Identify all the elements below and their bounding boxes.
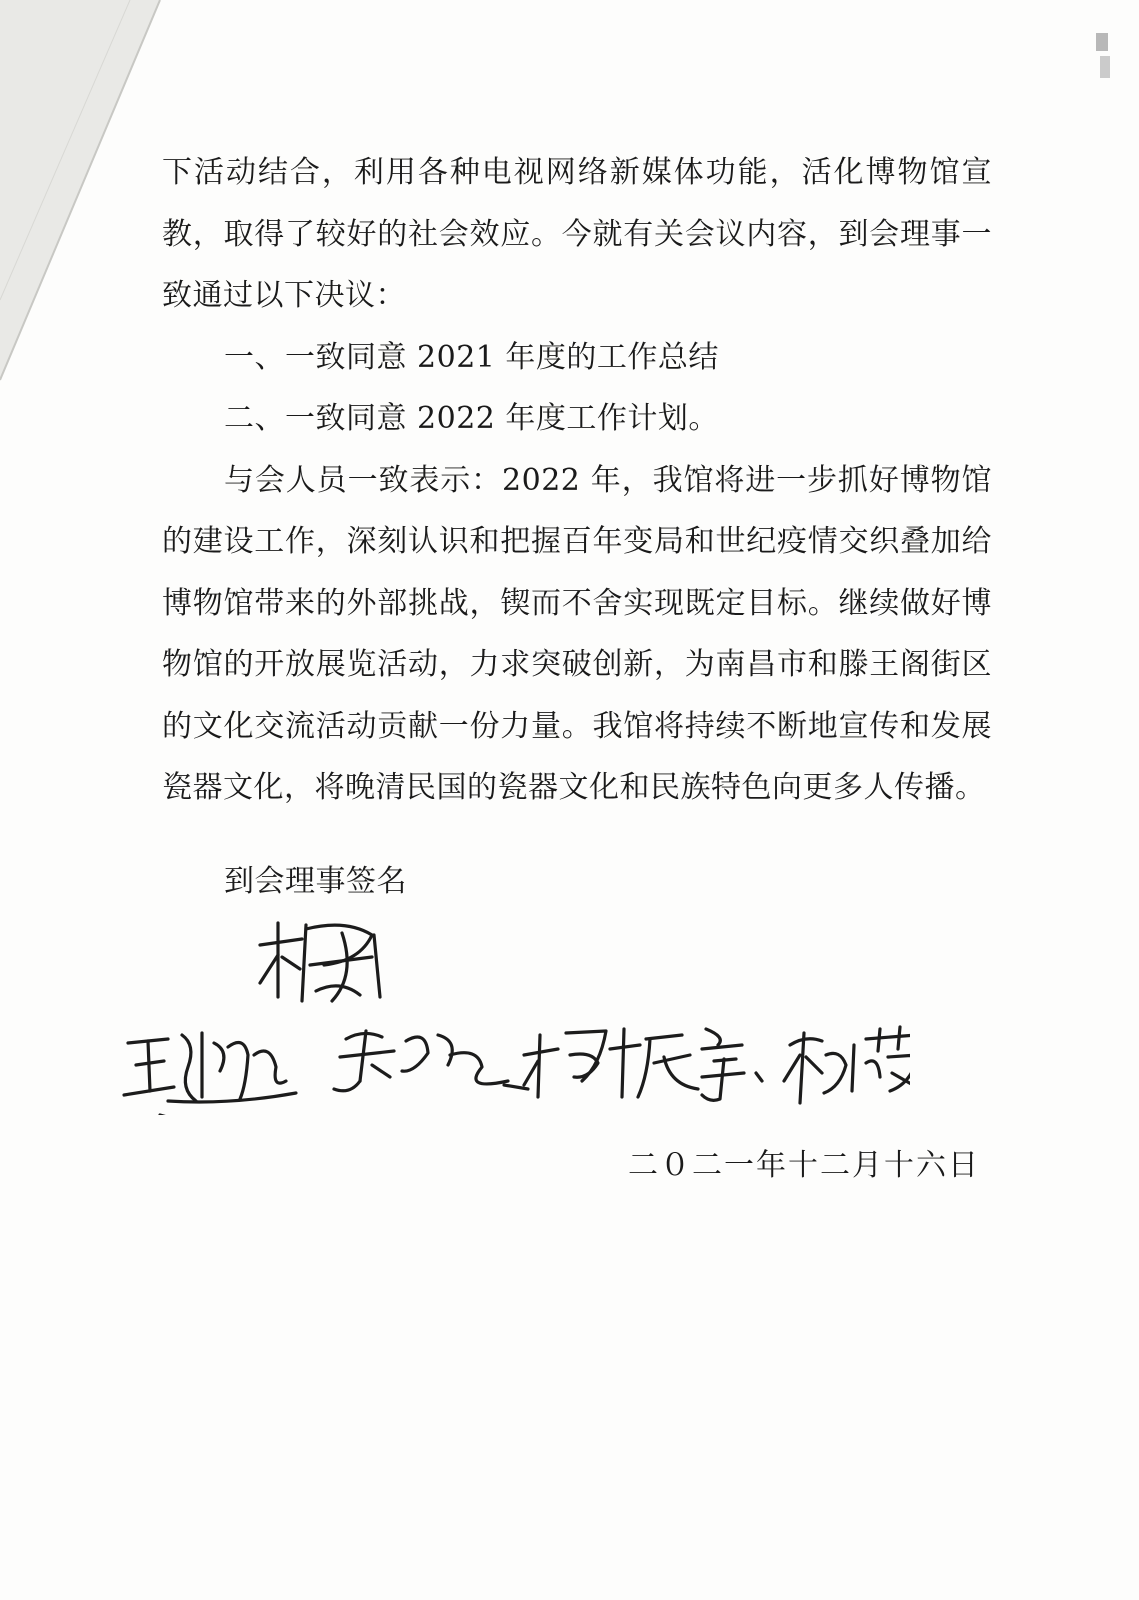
resolution-item-1: 一、一致同意 2021 年度的工作总结 [224, 339, 719, 375]
document-date: 二０二一年十二月十六日 [628, 1148, 980, 1183]
attendee-statement: 与会人员一致表示：2022 年，我馆将进一步抓好博物馆的建设工作，深刻认识和把握百年变局和世纪疫情交织叠加给博物馆带来的外部挑战，锲而不舍实现既定目标。继续做好博物馆的开放展览活动，力求突破创新，为南昌市和滕王阁街区的文化交流活动贡献一份力量。我馆将持续不断地宣传和发展瓷器文化，将晚清民国的瓷器文化和民族特色向更多人传播。 [162, 462, 992, 805]
signature-yang-zhenyu [524, 1029, 762, 1100]
handwritten-signatures [110, 905, 910, 1115]
signature-label: 到会理事签名 [224, 864, 407, 899]
body-text [162, 142, 992, 819]
signature-wang-feiling [124, 1033, 296, 1115]
signature-yang-yong [260, 923, 380, 1001]
paragraph-continuation: 下活动结合，利用各种电视网络新媒体功能，活化博物馆宣教，取得了较好的社会效应。今就有关会议内容，到会理事一致通过以下决议： [162, 155, 992, 313]
resolution-item-2: 二、一致同意 2022 年度工作计划。 [224, 401, 719, 436]
scan-artifact-mark [1090, 28, 1120, 98]
signature-li-xiao [334, 1031, 528, 1091]
signature-liu-wei [784, 1027, 910, 1103]
